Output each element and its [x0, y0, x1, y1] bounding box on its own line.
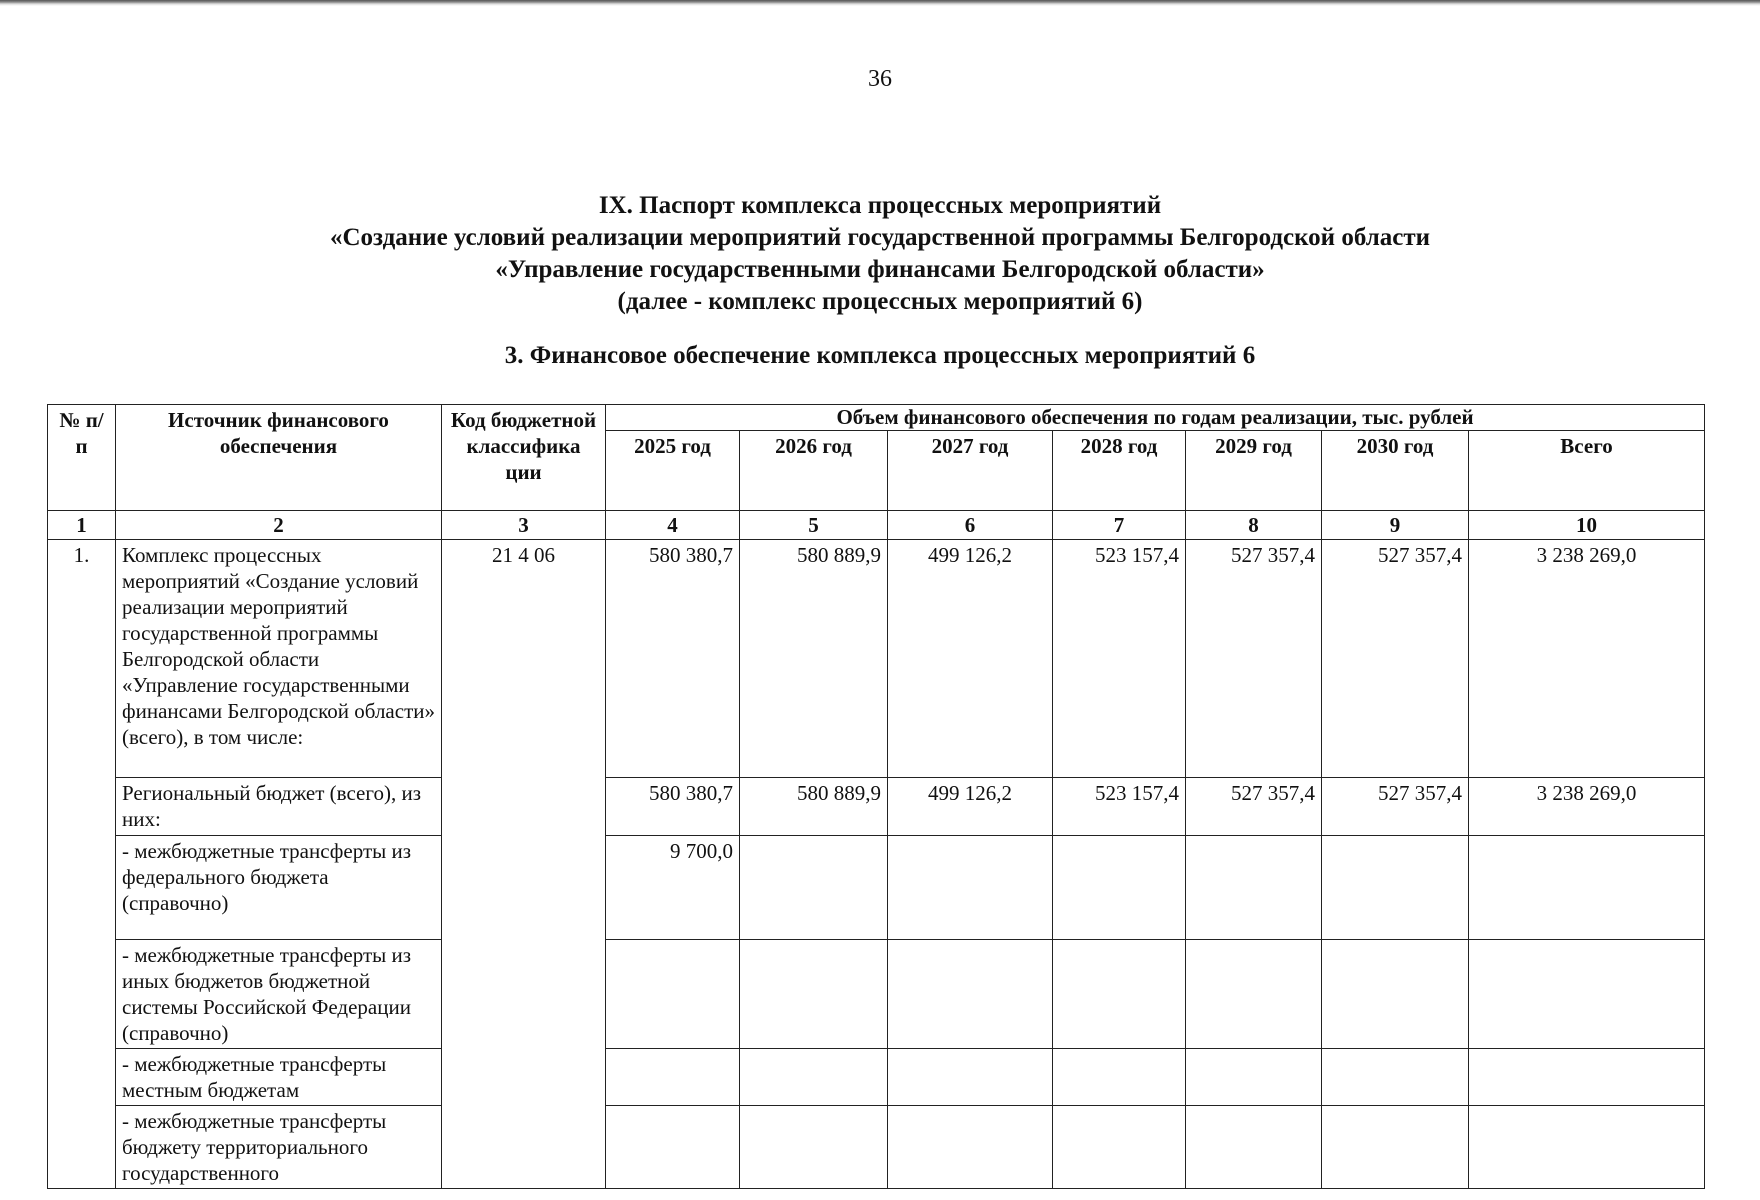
table-row [48, 836, 1705, 940]
value-cell: 527 357,4 [1322, 540, 1469, 778]
heading-line-1: IX. Паспорт комплекса процессных мероприятий [598, 192, 1162, 219]
value-cell: 580 889,9 [740, 778, 888, 836]
value-cell [1053, 836, 1186, 940]
section-title: 3. Финансовое обеспечение комплекса процессных мероприятий 6 [504, 342, 1256, 369]
source-cell: - межбюджетные трансферты из иных бюджетов бюджетной системы Российской Федерации (справочно) [116, 940, 442, 1049]
value-cell [1469, 940, 1705, 1049]
row-number: 1. [48, 540, 116, 1189]
col-number: 10 [1469, 511, 1705, 540]
value-cell [888, 836, 1053, 940]
value-cell: 580 380,7 [606, 540, 740, 778]
column-number-row [48, 511, 1705, 540]
value-cell [1322, 1106, 1469, 1189]
col-number: 4 [606, 511, 740, 540]
scan-edge [0, 0, 1760, 6]
col-number: 6 [888, 511, 1053, 540]
header-year-2026: 2026 год [740, 431, 888, 511]
value-cell [740, 1106, 888, 1189]
value-cell [1053, 1106, 1186, 1189]
value-cell: 9 700,0 [606, 836, 740, 940]
col-number: 3 [442, 511, 606, 540]
header-year-2029: 2029 год [1186, 431, 1322, 511]
col-number: 9 [1322, 511, 1469, 540]
value-cell [888, 1106, 1053, 1189]
value-cell: 580 380,7 [606, 778, 740, 836]
source-cell: Региональный бюджет (всего), из них: [116, 778, 442, 836]
table-row [48, 1049, 1705, 1106]
value-cell [1469, 1106, 1705, 1189]
header-year-2028: 2028 год [1053, 431, 1186, 511]
value-cell [606, 1049, 740, 1106]
value-cell [1186, 836, 1322, 940]
value-cell: 3 238 269,0 [1469, 778, 1705, 836]
col-number: 5 [740, 511, 888, 540]
heading-line-2: «Создание условий реализации мероприятий государственной программы Белгородской области [329, 224, 1431, 251]
header-code: Код бюджетной классифика ции [442, 405, 606, 511]
document-heading [0, 190, 1760, 318]
heading-line-3: «Управление государственными финансами Белгородской области» [495, 256, 1265, 283]
value-cell [1053, 940, 1186, 1049]
value-cell: 527 357,4 [1186, 540, 1322, 778]
value-cell [888, 1049, 1053, 1106]
header-num: № п/п [48, 405, 116, 511]
col-number: 1 [48, 511, 116, 540]
value-cell [1186, 1106, 1322, 1189]
source-cell: - межбюджетные трансферты бюджету территориального государственного [116, 1106, 442, 1189]
value-cell [740, 836, 888, 940]
value-cell [1186, 1049, 1322, 1106]
value-cell: 527 357,4 [1186, 778, 1322, 836]
value-cell: 523 157,4 [1053, 540, 1186, 778]
page-number: 36 [868, 66, 892, 92]
value-cell [1322, 940, 1469, 1049]
heading-line-4: (далее - комплекс процессных мероприятий 6) [617, 288, 1143, 315]
header-year-2027: 2027 год [888, 431, 1053, 511]
value-cell [1469, 1049, 1705, 1106]
table-row [48, 778, 1705, 836]
header-volume: Объем финансового обеспечения по годам реализации, тыс. рублей [606, 405, 1705, 431]
value-cell [740, 940, 888, 1049]
table-row [48, 540, 1705, 778]
value-cell [606, 940, 740, 1049]
financing-table [47, 404, 1705, 1189]
value-cell [740, 1049, 888, 1106]
header-source: Источник финансового обеспечения [116, 405, 442, 511]
value-cell [1053, 1049, 1186, 1106]
value-cell [888, 940, 1053, 1049]
source-cell: - межбюджетные трансферты из федерального бюджета (справочно) [116, 836, 442, 940]
table-row [48, 1106, 1705, 1189]
budget-code-cell: 21 4 06 [442, 540, 606, 1189]
source-cell: - межбюджетные трансферты местным бюджетам [116, 1049, 442, 1106]
col-number: 2 [116, 511, 442, 540]
value-cell: 527 357,4 [1322, 778, 1469, 836]
value-cell [1469, 836, 1705, 940]
col-number: 8 [1186, 511, 1322, 540]
value-cell: 523 157,4 [1053, 778, 1186, 836]
value-cell [1322, 1049, 1469, 1106]
col-number: 7 [1053, 511, 1186, 540]
table-row [48, 940, 1705, 1049]
header-year-2025: 2025 год [606, 431, 740, 511]
value-cell: 499 126,2 [888, 540, 1053, 778]
value-cell: 580 889,9 [740, 540, 888, 778]
value-cell: 499 126,2 [888, 778, 1053, 836]
value-cell [1186, 940, 1322, 1049]
header-year-2030: 2030 год [1322, 431, 1469, 511]
source-cell: Комплекс процессных мероприятий «Создание условий реализации мероприятий государственной программы Белгородской области «Управление государственными финансами Белгородской области» (всего), в том числе: [116, 540, 442, 778]
value-cell [606, 1106, 740, 1189]
value-cell: 3 238 269,0 [1469, 540, 1705, 778]
header-total: Всего [1469, 431, 1705, 511]
value-cell [1322, 836, 1469, 940]
